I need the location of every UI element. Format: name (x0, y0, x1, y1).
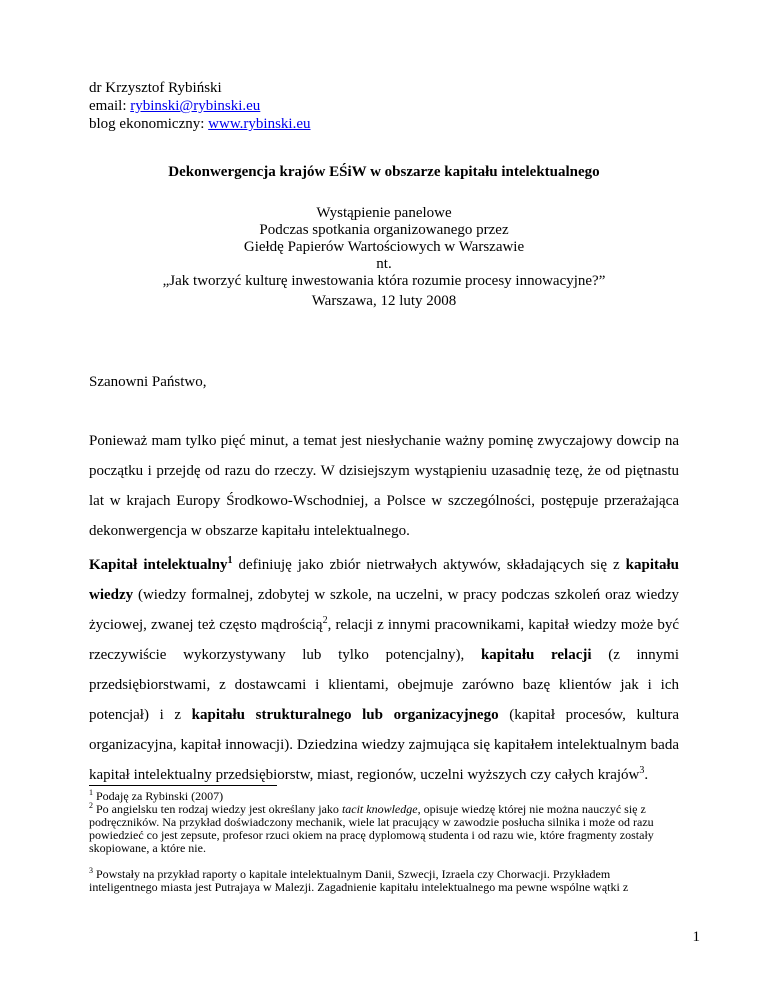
footnote-ref-1: 1 (227, 555, 233, 566)
definition-text-4: (z innymi przedsiębiorstwami, z dostawcami i klientami, obejmuje zarówno bazę klientów jak i ich potencjał) i z (89, 647, 680, 723)
blog-link[interactable]: www.rybinski.eu (208, 116, 311, 132)
term-relational-capital: kapitału relacji (480, 647, 592, 663)
author-block (89, 79, 311, 133)
subtitle-line-1: Wystąpienie panelowe (316, 205, 452, 221)
definition-text-5: (kapitał procesów, kultura organizacyjna, kapitał innowacji). Dziedzina wiedzy zajmująca się kapitałem intelektualnym bada kapitał intelektualny przedsiębiorstw, miast, regionów, uczelni wyższych czy całych krajów (89, 707, 680, 783)
blog-line (89, 115, 311, 133)
footnote-ref-3: 3 (639, 765, 645, 776)
footnote-ref-2: 2 (322, 615, 328, 626)
author-name: dr Krzysztof Rybiński (89, 80, 222, 96)
subtitle-line-2: Podczas spotkania organizowanego przez (259, 222, 509, 238)
definition-text-1: definiuję jako zbiór nietrwałych aktywów, składających się z (232, 557, 626, 573)
footnote-2-italic-term: tacit knowledge (341, 802, 418, 816)
footnote-divider (89, 785, 277, 786)
term-structural-capital: kapitału strukturalnego lub organizacyjnego (191, 707, 499, 723)
footnote-3-number: 3 (89, 866, 93, 875)
salutation: Szanowni Państwo, (89, 374, 207, 390)
definition-text-6: . (644, 767, 649, 783)
definition-text-3: , relacji z innymi pracownikami, kapitał wiedzy może być rzeczywiście wykorzystywany lub tylko potencjalny), (89, 617, 679, 663)
subtitle-block (0, 205, 768, 290)
term-intellectual-capital: Kapitał intelektualny (89, 557, 228, 573)
page-number: 1 (692, 929, 700, 945)
footnote-1-number: 1 (89, 788, 93, 797)
footnote-2 (89, 803, 679, 855)
document-title: Dekonwergencja krajów EŚiW w obszarze kapitału intelektualnego (168, 164, 600, 180)
email-line (89, 97, 311, 115)
subtitle-line-4: nt. (376, 256, 392, 272)
place-date: Warszawa, 12 luty 2008 (311, 293, 457, 309)
paragraph-definition (89, 550, 679, 790)
footnote-2-text-b: , opisuje wiedzę której nie można nauczyć się z podręczników. Na przykład doświadczony mechanik, wiele lat pracujący w zawodzie posłucha silnika i może od razu powiedzieć co jest zepsute, profesor rzuci okiem na pracę dyplomową studenta i od razu wie, które fragmenty zostały skopiowane, a które nie. (89, 802, 654, 855)
subtitle-line-3: Giełdę Papierów Wartościowych w Warszawie (243, 239, 525, 255)
definition-text-2: (wiedzy formalnej, zdobytej w szkole, na uczelni, w pracy podczas szkoleń oraz wiedzy życiowej, zwanej też często mądrością (89, 587, 679, 633)
email-link[interactable]: rybinski@rybinski.eu (130, 98, 261, 114)
term-knowledge-capital: kapitału wiedzy (89, 557, 679, 603)
subtitle-line-5: „Jak tworzyć kulturę inwestowania która rozumie procesy innowacyjne?” (162, 273, 606, 289)
footnote-1-text: Podaję za Rybinski (2007) (93, 789, 224, 803)
footnote-2-text-a: Po angielsku ten rodzaj wiedzy jest określany jako (93, 802, 342, 816)
paragraph-intro: Ponieważ mam tylko pięć minut, a temat jest niesłychanie ważny pominę zwyczajowy dowcip na początku i przejdę od razu do rzeczy. W dzisiejszym wystąpieniu uzasadnię tezę, że od piętnastu lat w krajach Europy Środkowo-Wschodniej, a Polsce w szczególności, postępuje przerażająca dekonwergencja w obszarze kapitału intelektualnego. (89, 433, 679, 539)
footnote-3 (89, 868, 679, 894)
footnote-2-number: 2 (89, 801, 93, 810)
footnote-3-text: Powstały na przykład raporty o kapitale intelektualnym Danii, Szwecji, Izraela czy Chorwacji. Przykładem inteligentnego miasta jest Putrajaya w Malezji. Zagadnienie kapitału intelektualnego ma pewne wspólne wątki z (89, 867, 629, 894)
email-label: email: (89, 98, 131, 114)
blog-label: blog ekonomiczny: (89, 116, 209, 132)
